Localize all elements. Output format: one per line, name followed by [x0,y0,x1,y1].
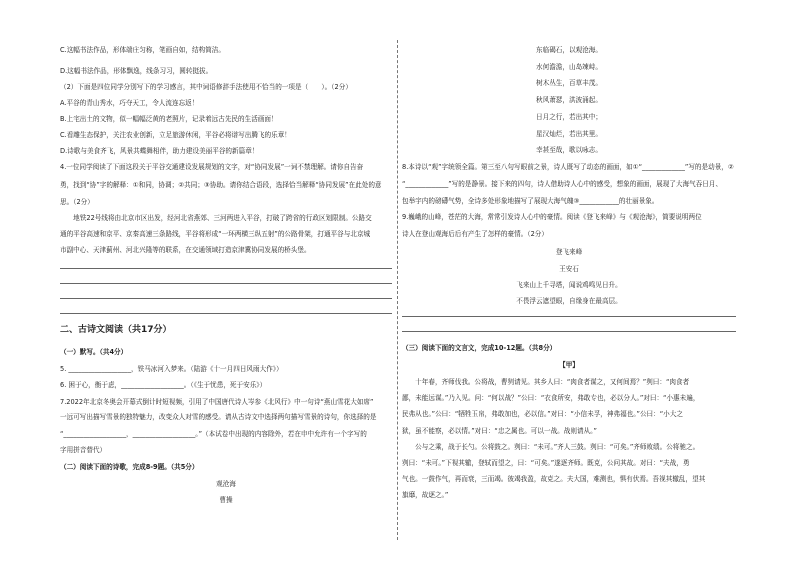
poem-line: 星汉灿烂，若出其里。 [536,130,602,138]
answer-line [60,313,392,314]
poem-author: 曹操 [219,496,233,504]
poem-title: 观沧海 [216,480,236,488]
classical-text-line: 公与之乘，战于长勺。公将鼓之。刿曰：“未可。”齐人三鼓。刿曰：“可矣。”齐师败绩。公将驰之。 [402,443,700,451]
question-4-text: 思。（2分） [60,198,94,206]
question-8-text: 8.本诗以“观”字统领全篇。第三至八句写眼前之景，诗人既写了动态的画面，如①“_____________”写的是动景，② [402,163,734,171]
option-a-text: A.平谷的青山秀水，巧夺天工，令人流连忘返！ [60,99,199,107]
column-divider [397,40,398,540]
poem-line: 幸甚至哉，歌以咏志。 [536,146,602,154]
question-9-text: 诗人在登山观海后后有产生了怎样的豪情。（2分） [402,230,548,238]
answer-line [60,283,392,284]
poem2-line: 不畏浮云遮望眼，自缘身在最高层。 [516,297,622,305]
question-7-text: 字用拼音替代） [60,446,107,454]
poem2-author: 王安石 [559,265,579,273]
answer-line [402,331,736,332]
option-c-text: C.这幅书法作品，形体端庄匀称，笔画自如，结构简洁。 [60,46,225,54]
question-8-text: 包举宇内的磅礴气势，全诗多处形象地描写了展现大海气魄③____________的壮丽景象。 [402,197,659,205]
option-b-text: B.上宅出土的文物，似一幅幅泛黄的老照片，记录着远古先民的生活画面！ [60,115,278,123]
passage-line: 通的平谷高速和京平、京秦高速三条路线，平谷将形成“一环两横三纵五射”的公路骨架，打通平谷与北京城 [60,230,371,238]
question-4-text: 4.一位同学阅读了下面这段关于平谷交通建设发展规划的文字，对“协同发展”一词不禁理解。请你自告奋 [60,163,364,171]
passage-label: 【甲】 [559,361,579,369]
poem-line: 树木丛生，百草丰茂。 [536,79,602,87]
option-d-text: D.这幅书法作品，形体飘逸，线条习习，圆转挺拔。 [60,67,213,75]
answer-line [402,316,736,317]
question-6-text: 6. 困于心，衡于虑，___________________。（《生于忧患，死于安乐》） [60,381,267,389]
poem-line: 秋风萧瑟，洪波涌起。 [536,96,602,104]
classical-text-line: 十年春，齐师伐我。公将战，曹刿请见。其乡人曰：“肉食者谋之，又何间焉？”刿曰：“肉食者 [402,378,690,386]
section-title: 二、古诗文阅读（共17分） [60,325,172,335]
classical-text-line: 民弗从也。”公曰：“牺牲玉帛，弗敢加也，必以信。”对曰：“小信未孚，神弗福也。”公曰：“小大之 [402,410,683,418]
option-d-text: D.诗歌与美食齐飞，风景共蝶舞相伴，助力建设美丽平谷的新篇章！ [60,147,259,155]
subsection-title: （一）默写。（共4分） [60,348,128,356]
question-7-text: “___________________，___________________。”（本试卷中出现的内容除外，若在申中允许有一个字写的 [60,430,367,438]
classical-text-line: 刿曰：“未可。”下视其辙，登轼而望之，曰：“可矣。”遂逐齐师。既克，公问其故。对曰：“夫战，勇 [402,459,690,467]
poem-line: 日月之行，若出其中； [536,113,602,121]
poem2-line: 飞来山上千寻塔，闻说鸡鸣见日升。 [516,281,622,289]
poem-line: 水何澹澹，山岛竦峙。 [536,63,602,71]
question-4-text: 勇，找到“协”字的解释：①和同，协调；②共同；③协助。请你结合语段，选择恰当解释“协同发展”在此处的意 [60,181,382,189]
question-7-text: 7.2022年北京冬奥会开幕式倒计时短视频，引用了中国唐代诗人岑参《北风行》中一句诗“燕山雪花大如席” [60,398,374,406]
option-c-text: C.看雕生态保护，关注农业创新，立足旅游休闲，平谷必将谱写出腾飞的乐章！ [60,131,291,139]
question-8-text: “_____________”写的是静景。接下来的四句，诗人借助诗人心中的感受，想象的画面，展现了大海气吞日月、 [402,180,723,188]
classical-text-line: 狱，虽不能察，必以情。”对曰：“忠之属也。可以一战。战则请从。” [402,427,597,435]
poem2-title: 登飞来峰 [555,248,583,256]
subsection-title: （二）阅读下面的诗歌，完成8-9题。（共5分） [60,463,199,471]
poem-line: 东临碣石，以观沧海。 [536,46,602,54]
classical-text-line: 鄙，未能远谋。”乃入见。问：“何以战？”公曰：“衣食所安，弗敢专也，必以分人。”对曰：“小惠未遍， [402,394,700,402]
question-9-text: 9.巍峨的山峰，苍茫的大海，常常引发诗人心中的豪情。阅读《登飞来峰》与《观沧海》，简要说明两位 [402,213,702,221]
question-7-text: 一远可写出描写雪景的独特魅力，改变众人对雪的感受。请从古诗文中选择两句描写雪景的诗句，你选择的是 [60,413,377,421]
classical-text-line: 旗靡，故逐之。” [402,491,449,499]
answer-line [60,298,392,299]
passage-line: 市副中心、天津蓟州、河北兴隆等的联系，在交通领域打造京津冀协同发展的桥头堡。 [60,246,311,254]
subsection-title: （三）阅读下面的文言文，完成10-12题。（共8分） [402,344,557,352]
classical-text-line: 气也。一鼓作气，再而衰，三而竭。彼竭我盈，故克之。夫大国，难测也，惧有伏焉。吾视其辙乱，望其 [402,475,706,483]
answer-line [60,268,392,269]
question-5-text: 5. ___________________，铁马冰河入梦来。（陆游《十一月四日风雨大作》） [60,365,283,373]
passage-line: 地铁22号线将由北京市区出发，经河北省燕郊、三河两进入平谷，打破了跨省的行政区划限制。公路交 [60,214,372,222]
question-text: （2）下面是四位同学分别写下的学习感言，其中词语修辞手法使用不恰当的一项是（ ）。（2分） [60,83,352,91]
